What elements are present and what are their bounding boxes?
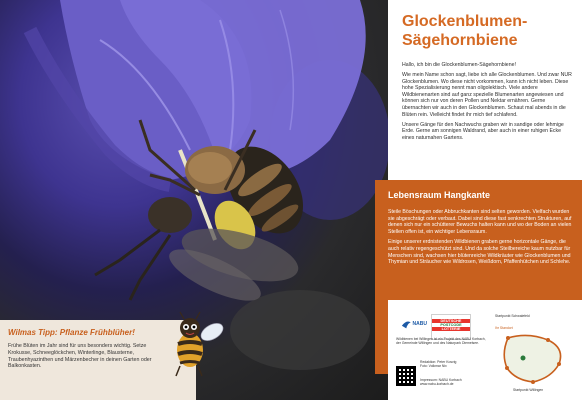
- nabu-logo-text: NABU: [412, 321, 427, 327]
- lotto-line-1: DEUTSCHE: [432, 319, 470, 323]
- page-title: Glockenblumen-Sägehornbiene: [402, 13, 528, 49]
- tip-box: [0, 320, 196, 400]
- nabu-logo: [401, 314, 427, 334]
- map-start-top-label: Startpunkt Schwalefeld: [495, 314, 530, 318]
- tip-title: Wilmas Tipp: Pflanze Frühblüher!: [8, 328, 135, 337]
- intro-paragraph: Wie mein Name schon sagt, liebe ich alle Glockenblumen. Und zwar NUR Glockenblumen. Wo diese nicht vorkommen, kann ich nicht leben. Diese hohe Spezialisierung nennt man oligolektisch. Viele andere Wildbienenarten sind auf ganz spezielle Blumenarten angewiesen und können sich nur von deren Pollen und Nektar ernähren. Gerne übernachten wir auch in den Glockenblumen. Schaut mal abends in die Blüten rein. Vielleicht findet ihr mich tief schlafend.: [402, 72, 572, 118]
- cartoon-bee-icon: [168, 310, 228, 380]
- intro-text: [402, 62, 574, 145]
- editorial-credit: Redaktion: Peter Kosvig Foto: Volkmar Nix: [420, 360, 457, 369]
- habitat-paragraph: Steile Böschungen oder Abbruchkanten sind selten geworden. Vielfach wurden sie abgeschrägt oder verbaut. Dabei sind diese fast senkrechten Strukturen, auf denen sich nur ein schütterer Bewuchs halten kann und wo der Boden an vielen Stellen offen ist, ein wichtiger Lebensraum.: [388, 209, 572, 235]
- habitat-paragraph: Einige unserer erdnistenden Wildbienen graben gerne horizontale Gänge, die auch relativ regengeschützt sind. Und da solche Steilbereiche kaum nutzbar für Menschen sind, wachsen hier blütenreiche Wildkräuter wie Glockenblumen und Thymian und Sträucher wie Wildrosen, Weißdorn, Pfaffenhütchen und Schlehe.: [388, 239, 571, 266]
- partners-area: [388, 300, 582, 400]
- intro-paragraph: Unsere Gänge für den Nachwuchs graben wir in sandige oder lehmige Erde. Gerne am sonnigen Waldrand, aber auch in einer ruhigen Ecke eines naturnahen Gartens.: [402, 121, 564, 141]
- intro-paragraph: Hallo, ich bin die Glockenblumen-Sägehornbiene!: [402, 62, 516, 68]
- imprint-credit: Impressum: NABU Korbach www.nabu-korbach.de: [420, 378, 462, 387]
- map-start-bottom-label: Startpunkt Willingen: [513, 388, 544, 392]
- map-here-label: Ihr Standort: [495, 326, 513, 330]
- lotto-line-3: LOTTERIE: [432, 327, 470, 331]
- qr-code[interactable]: [396, 366, 416, 386]
- nabu-bird-icon: [401, 318, 412, 330]
- lotto-line-2: POSTCODE: [432, 323, 470, 327]
- trail-route-map: [493, 328, 575, 388]
- project-credit: Wildbienen bei Willingen ist ein Projekt des NABU Korbach, der Gemeinde Willingen und des Naturpark Diemelsee.: [396, 337, 486, 346]
- trail-map: [493, 314, 575, 394]
- habitat-heading: Lebensraum Hangkante: [388, 190, 491, 200]
- tip-text: Frühe Blüten im Jahr sind für uns besonders wichtig. Setze Krokusse, Schneeglöckchen, Winterlinge, Blausterne, Traubenhyazinthen und Märzenbecher in deinen Garten oder Balkonkasten.: [8, 343, 152, 370]
